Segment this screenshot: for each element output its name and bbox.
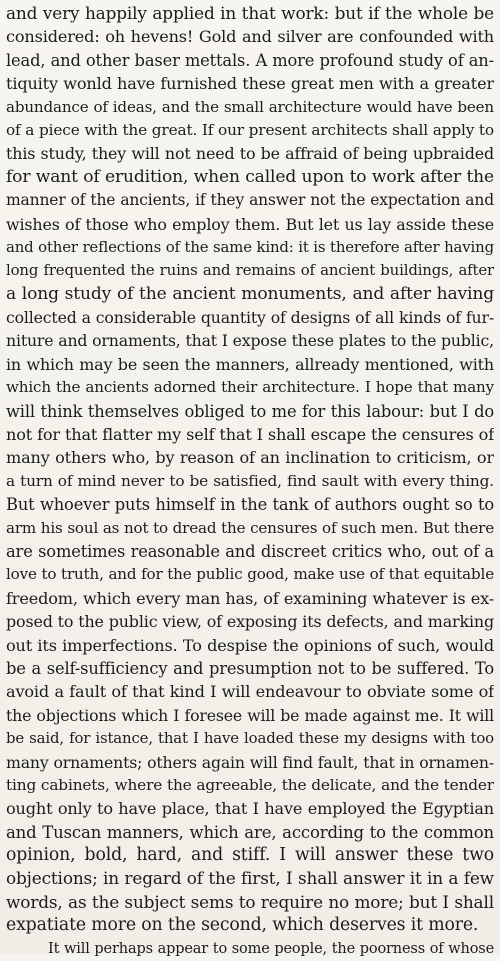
text-line-23: arm his soul as not to dread the censures of such men. But there [6,518,494,537]
text-line-32: be said, for istance, that I have loaded these my designs with too [6,729,494,748]
text-line-9: manner of the ancients, if they answer not the expectation and [6,191,494,210]
text-line-22: But whoever puts himself in the tank of authors ought so to [6,495,494,515]
text-line-26: freedom, which every man has, of examining whatever is ex- [6,588,494,608]
text-line-41: It will perhaps appear to some people, the poorness of whose [48,940,494,957]
text-line-20: many others who, by reason of an inclination to criticism, or [6,448,494,468]
text-line-10: wishes of those who employ them. But let us lay asside these [6,214,494,234]
text-line-8: for want of erudition, when called upon to work after the [6,166,494,187]
text-line-19: not for that flatter my self that I shall escape the censures of [6,425,494,445]
text-line-18: will think themselves obliged to me for this labour: but I do [6,401,494,421]
text-line-31: the objections which I foresee will be made against me. It will [6,705,494,725]
text-line-13: a long study of the ancient monuments, and after having [6,283,494,304]
text-line-34: ting cabinets, where the agreeable, the delicate, and the tender [6,775,494,794]
text-line-1: and very happily applied in that work: but if the whole be [6,3,494,23]
text-line-15: niture and ornaments, that I expose these plates to the public, [6,331,494,351]
text-line-12: long frequented the ruins and remains of ancient buildings, after [6,261,494,280]
text-line-28: out its imperfections. To despise the opinions of such, would [6,635,494,655]
text-line-5: abundance of ideas, and the small architecture would have been [6,97,494,116]
text-line-38: objections; in regard of the first, I shall answer it in a few [6,868,494,889]
text-line-14: collected a considerable quantity of designs of all kinds of fur- [6,308,494,328]
text-line-21: a turn of mind never to be satisfied, find sault with every thing. [6,471,494,490]
body-text [6,2,494,961]
text-line-33: many ornaments; others again will find fault, that in ornamen- [6,752,494,772]
text-line-39: words, as the subject sems to require no more; but I shall [6,891,494,912]
text-line-11: and other reflections of the same kind: it is therefore after having [6,237,494,256]
text-line-16: in which may be seen the manners, allready mentioned, with [6,354,494,374]
text-line-29: be a self-sufficiency and presumption not to be suffered. To [6,658,494,678]
text-line-4: tiquity wonld have furnished these great men with a greater [6,74,494,94]
text-line-37: opinion, bold, hard, and stiff. I will answer these two [6,845,494,866]
text-line-30: avoid a fault of that kind I will endeavour to obviate some of [6,682,494,702]
text-line-7: this study, they will not need to be affraid of being upbraided [6,144,494,164]
text-line-40: expatiate more on the second, which deserves it more. [6,915,479,936]
text-line-25: love to truth, and for the public good, make use of that equitable [6,565,494,584]
text-line-24: are sometimes reasonable and discreet critics who, out of a [6,541,494,561]
text-line-6: of a piece with the great. If our present architects shall apply to [6,120,494,139]
text-line-3: lead, and other baser mettals. A more profound study of an- [6,50,494,70]
text-line-2: considered: oh hevens! Gold and silver are confounded with [6,27,494,47]
text-line-35: ought only to have place, that I have employed the Egyptian [6,799,494,819]
text-line-36: and Tuscan manners, which are, according to the common [6,822,494,842]
text-line-17: which the ancients adorned their architecture. I hope that many [6,378,494,397]
text-line-27: posed to the public view, of exposing its defects, and marking [6,612,494,632]
